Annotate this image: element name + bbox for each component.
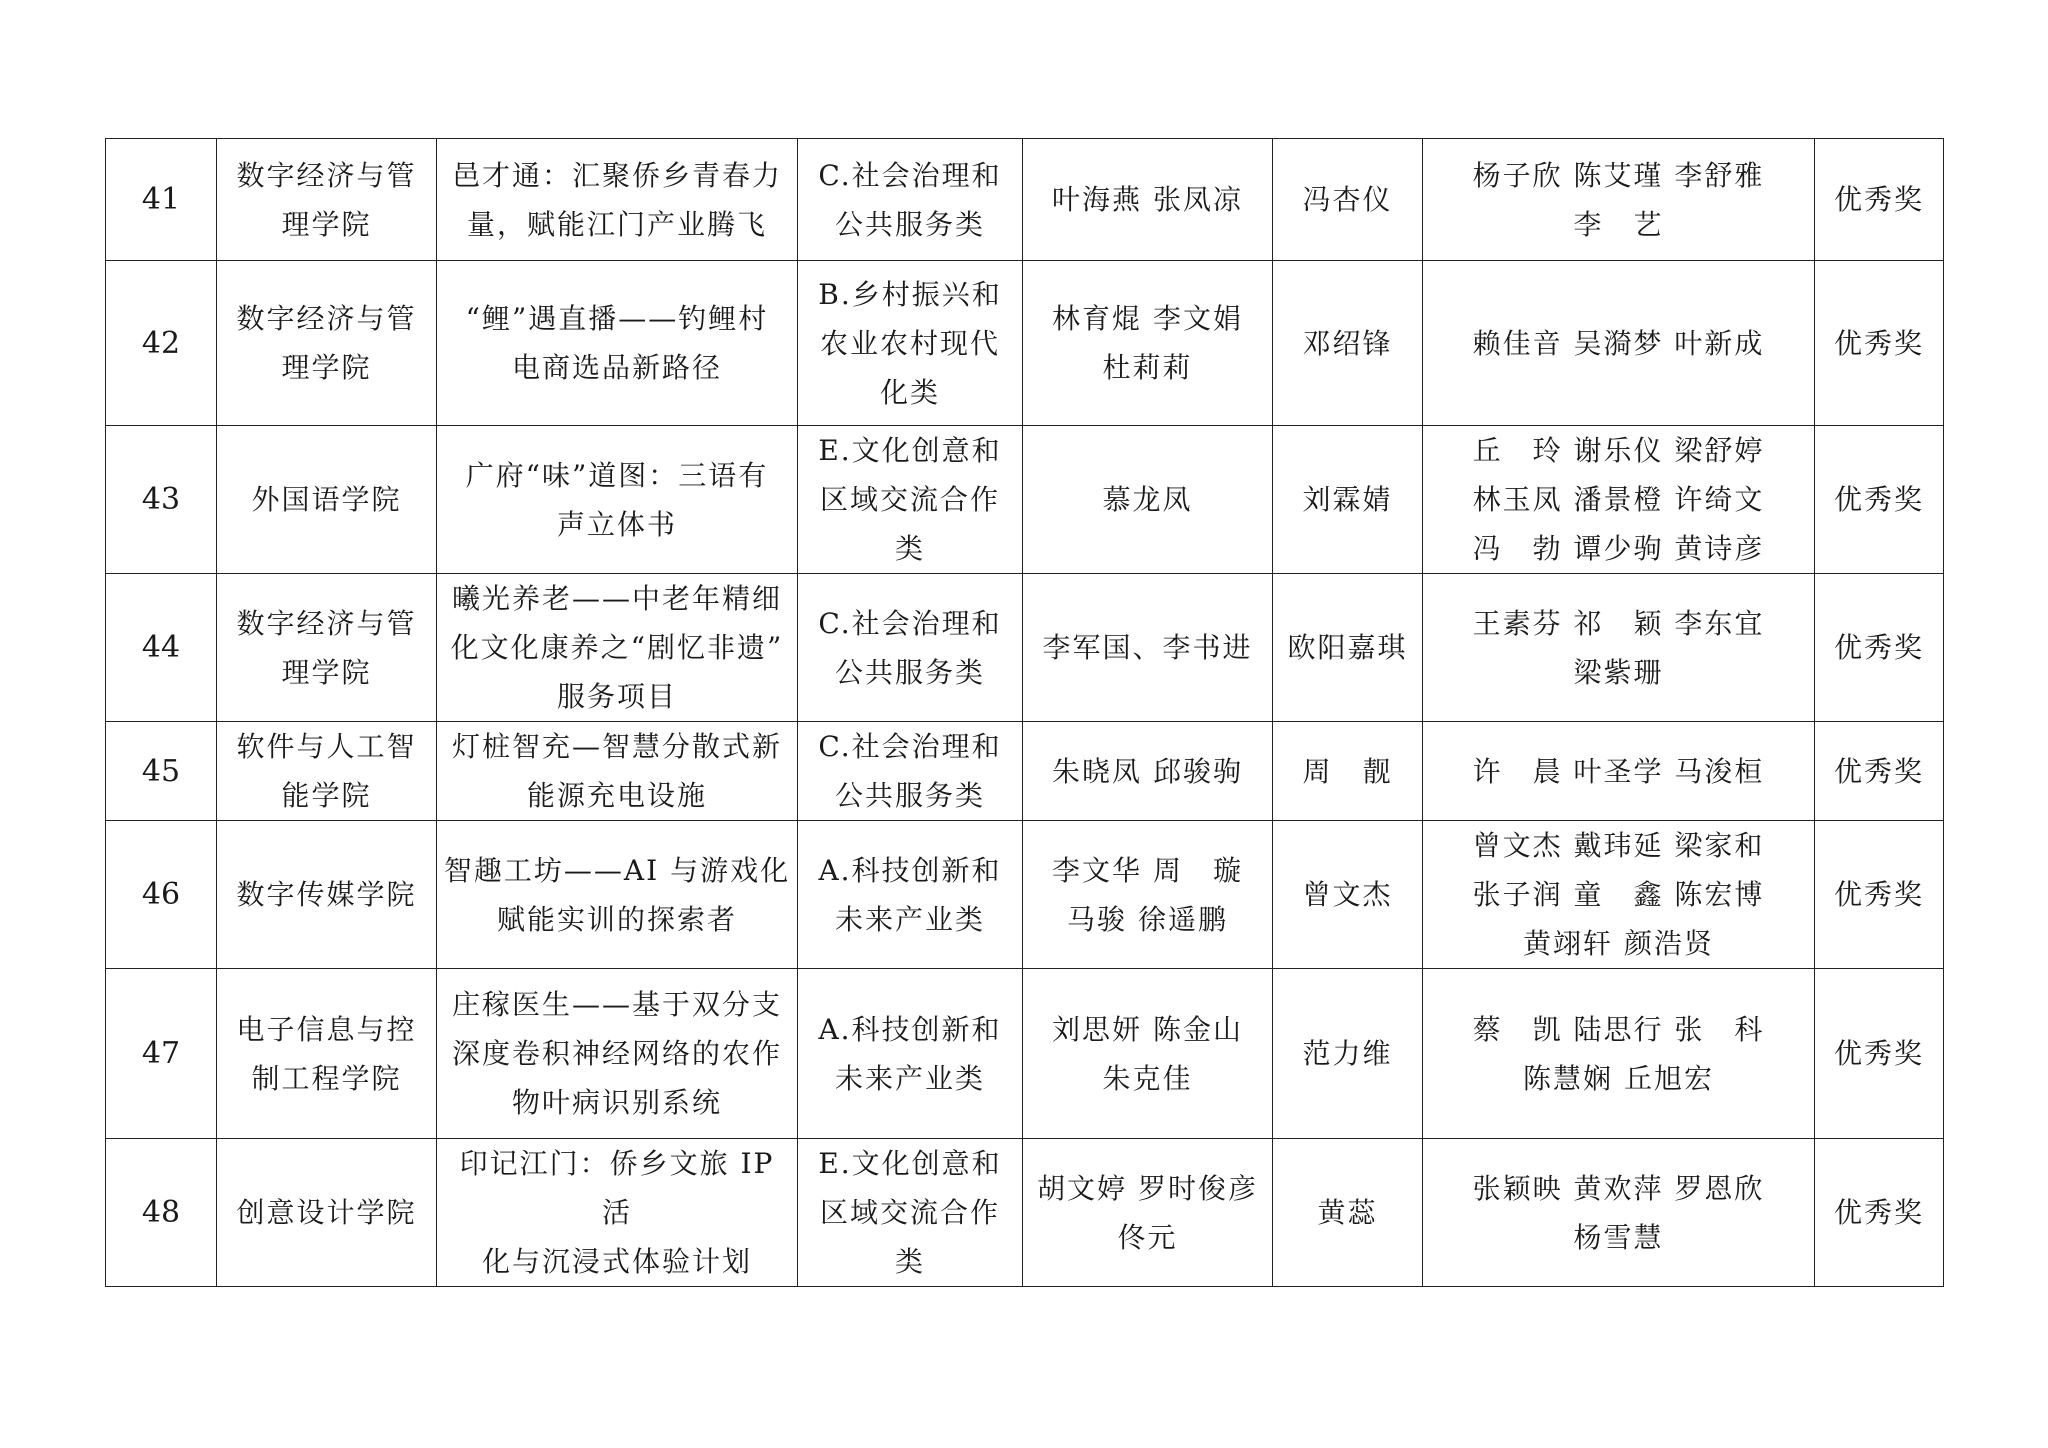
category-line: A.科技创新和	[818, 1012, 1002, 1046]
advisor-cell	[1023, 426, 1273, 574]
category-line: 类	[894, 1245, 925, 1278]
award-cell: 优秀奖	[1815, 574, 1944, 722]
category-line: 未来产业类	[834, 1061, 985, 1095]
category-cell	[798, 139, 1023, 261]
advisor-line: 叶海燕 张凤凉	[1052, 183, 1243, 216]
members-line: 黄翊轩 颜浩贤	[1523, 927, 1714, 960]
advisor-cell	[1023, 821, 1273, 969]
advisor-cell	[1023, 722, 1273, 821]
category-cell	[798, 426, 1023, 574]
table-row	[106, 426, 1944, 574]
college-line: 理学院	[281, 351, 372, 384]
project-name-line: 庄稼医生——基于双分支	[451, 988, 782, 1021]
project-name-cell	[437, 821, 798, 969]
college-line: 数字经济与管	[236, 158, 417, 192]
leader-cell	[1273, 426, 1423, 574]
row-number: 42	[106, 261, 217, 426]
project-name-line: 声立体书	[556, 507, 677, 541]
category-cell	[798, 722, 1023, 821]
leader-line: 黄蕊	[1317, 1196, 1378, 1229]
leader-line: 范力维	[1302, 1037, 1393, 1070]
advisor-cell	[1023, 1139, 1273, 1287]
category-line: E.文化创意和	[818, 1147, 1002, 1180]
members-line: 陈慧娴 丘旭宏	[1523, 1061, 1714, 1095]
project-name-line: 能源充电设施	[526, 779, 707, 812]
members-line: 赖佳音 吴漪梦 叶新成	[1472, 326, 1765, 360]
members-cell	[1423, 139, 1815, 261]
college-cell	[217, 1139, 437, 1287]
college-cell	[217, 574, 437, 722]
category-line: A.科技创新和	[818, 853, 1002, 887]
category-line: C.社会治理和	[818, 730, 1002, 763]
category-cell	[798, 574, 1023, 722]
advisor-line: 慕龙凤	[1102, 483, 1193, 516]
college-line: 外国语学院	[251, 483, 402, 516]
college-cell	[217, 261, 437, 426]
members-line: 林玉凤 潘景橙 许绮文	[1472, 483, 1765, 516]
project-name-cell	[437, 261, 798, 426]
members-cell	[1423, 426, 1815, 574]
table-row	[106, 574, 1944, 722]
leader-line: 欧阳嘉琪	[1287, 631, 1408, 664]
category-cell	[798, 1139, 1023, 1287]
advisor-line: 朱克佳	[1102, 1061, 1193, 1095]
award-cell: 优秀奖	[1815, 139, 1944, 261]
project-name-cell	[437, 426, 798, 574]
leader-cell	[1273, 261, 1423, 426]
category-line: B.乡村振兴和	[818, 277, 1002, 311]
members-line: 李 艺	[1573, 207, 1664, 241]
award-cell: 优秀奖	[1815, 722, 1944, 821]
advisor-cell	[1023, 969, 1273, 1139]
college-line: 理学院	[281, 655, 372, 689]
college-cell	[217, 821, 437, 969]
category-line: C.社会治理和	[818, 606, 1002, 640]
project-name-line: 曦光养老——中老年精细	[451, 582, 782, 615]
leader-cell	[1273, 1139, 1423, 1287]
college-cell	[217, 139, 437, 261]
advisor-cell	[1023, 139, 1273, 261]
category-line: 公共服务类	[834, 207, 985, 241]
members-line: 杨雪慧	[1573, 1220, 1664, 1254]
project-name-cell	[437, 139, 798, 261]
college-line: 数字经济与管	[236, 302, 417, 335]
project-name-line: 服务项目	[556, 680, 677, 713]
category-line: 区域交流合作	[819, 1196, 1000, 1229]
members-line: 丘 玲 谢乐仪 梁舒婷	[1472, 434, 1765, 467]
project-name-cell	[437, 969, 798, 1139]
members-cell	[1423, 1139, 1815, 1287]
project-name-line: 灯桩智充—智慧分散式新	[451, 730, 782, 763]
category-cell	[798, 261, 1023, 426]
award-cell: 优秀奖	[1815, 1139, 1944, 1287]
members-line: 蔡 凯 陆思行 张 科	[1472, 1012, 1765, 1046]
award-cell: 优秀奖	[1815, 261, 1944, 426]
row-number: 41	[106, 139, 217, 261]
project-name-line: 电商选品新路径	[511, 351, 722, 384]
leader-line: 周 靓	[1302, 754, 1393, 788]
college-cell	[217, 722, 437, 821]
college-line: 数字传媒学院	[236, 878, 417, 911]
advisor-line: 刘思妍 陈金山	[1052, 1012, 1243, 1046]
members-line: 曾文杰 戴玮延 梁家和	[1472, 829, 1765, 862]
college-line: 能学院	[281, 779, 372, 812]
college-line: 数字经济与管	[236, 606, 417, 640]
college-cell	[217, 426, 437, 574]
row-number: 43	[106, 426, 217, 574]
category-line: 农业农村现代	[819, 326, 1000, 360]
table-row	[106, 261, 1944, 426]
category-line: 公共服务类	[834, 655, 985, 689]
award-cell: 优秀奖	[1815, 426, 1944, 574]
project-name-line: 化与沉浸式体验计划	[481, 1245, 752, 1278]
leader-line: 曾文杰	[1302, 878, 1393, 911]
project-name-line: 化文化康养之“剧忆非遗”	[450, 631, 784, 664]
category-line: E.文化创意和	[818, 434, 1002, 467]
table-row	[106, 821, 1944, 969]
table-row	[106, 1139, 1944, 1287]
award-table	[105, 138, 1944, 1287]
members-line: 王素芬 祁 颖 李东宜	[1472, 606, 1765, 640]
leader-cell	[1273, 969, 1423, 1139]
row-number: 45	[106, 722, 217, 821]
project-name-cell	[437, 1139, 798, 1287]
category-cell	[798, 969, 1023, 1139]
members-cell	[1423, 574, 1815, 722]
category-line: 化类	[879, 375, 940, 409]
members-line: 梁紫珊	[1573, 655, 1664, 689]
members-cell	[1423, 821, 1815, 969]
members-cell	[1423, 969, 1815, 1139]
advisor-cell	[1023, 574, 1273, 722]
advisor-line: 朱晓凤 邱骏驹	[1052, 754, 1243, 788]
advisor-line: 马骏 徐遥鹏	[1067, 902, 1228, 936]
leader-line: 邓绍锋	[1302, 326, 1393, 360]
college-cell	[217, 969, 437, 1139]
advisor-line: 杜莉莉	[1102, 351, 1193, 384]
advisor-line: 李军国、李书进	[1042, 631, 1253, 664]
college-line: 软件与人工智	[236, 730, 417, 763]
category-line: 区域交流合作	[819, 483, 1000, 516]
advisor-line: 李文华 周 璇	[1052, 853, 1243, 887]
college-line: 电子信息与控	[236, 1012, 417, 1046]
row-number: 48	[106, 1139, 217, 1287]
members-cell	[1423, 261, 1815, 426]
project-name-line: 邑才通：汇聚侨乡青春力	[451, 158, 782, 192]
college-line: 理学院	[281, 207, 372, 241]
leader-line: 冯杏仪	[1302, 183, 1393, 216]
members-line: 张颖映 黄欢萍 罗恩欣	[1472, 1171, 1765, 1205]
project-name-cell	[437, 722, 798, 821]
advisor-line: 林育焜 李文娟	[1052, 302, 1243, 335]
project-name-line: 广府“味”道图：三语有	[465, 458, 769, 492]
row-number: 44	[106, 574, 217, 722]
category-line: 公共服务类	[834, 779, 985, 812]
award-cell: 优秀奖	[1815, 969, 1944, 1139]
project-name-line: 智趣工坊——AI 与游戏化	[443, 853, 791, 887]
leader-cell	[1273, 821, 1423, 969]
leader-cell	[1273, 139, 1423, 261]
members-line: 冯 勃 谭少驹 黄诗彦	[1472, 532, 1765, 565]
project-name-line: 物叶病识别系统	[511, 1086, 722, 1119]
table-row	[106, 722, 1944, 821]
project-name-line: 印记江门：侨乡文旅 IP 活	[459, 1147, 775, 1229]
members-line: 许 晨 叶圣学 马浚桓	[1472, 754, 1765, 788]
category-line: C.社会治理和	[818, 158, 1002, 192]
members-line: 张子润 童 鑫 陈宏博	[1472, 878, 1765, 911]
table-row	[106, 139, 1944, 261]
category-line: 类	[894, 532, 925, 565]
project-name-line: 赋能实训的探索者	[496, 902, 737, 936]
table-row	[106, 969, 1944, 1139]
project-name-line: 深度卷积神经网络的农作	[451, 1037, 782, 1070]
leader-line: 刘霖婧	[1302, 483, 1393, 516]
leader-cell	[1273, 722, 1423, 821]
row-number: 46	[106, 821, 217, 969]
leader-cell	[1273, 574, 1423, 722]
category-line: 未来产业类	[834, 902, 985, 936]
award-cell: 优秀奖	[1815, 821, 1944, 969]
college-line: 创意设计学院	[236, 1196, 417, 1229]
advisor-line: 佟元	[1117, 1220, 1178, 1254]
advisor-line: 胡文婷 罗时俊彦	[1037, 1171, 1258, 1205]
table-body	[106, 139, 1944, 1287]
project-name-cell	[437, 574, 798, 722]
members-cell	[1423, 722, 1815, 821]
row-number: 47	[106, 969, 217, 1139]
members-line: 杨子欣 陈艾瑾 李舒雅	[1472, 158, 1765, 192]
category-cell	[798, 821, 1023, 969]
project-name-line: “鲤”遇直播——钓鲤村	[465, 302, 769, 335]
project-name-line: 量，赋能江门产业腾飞	[466, 207, 767, 241]
advisor-cell	[1023, 261, 1273, 426]
college-line: 制工程学院	[251, 1061, 402, 1095]
